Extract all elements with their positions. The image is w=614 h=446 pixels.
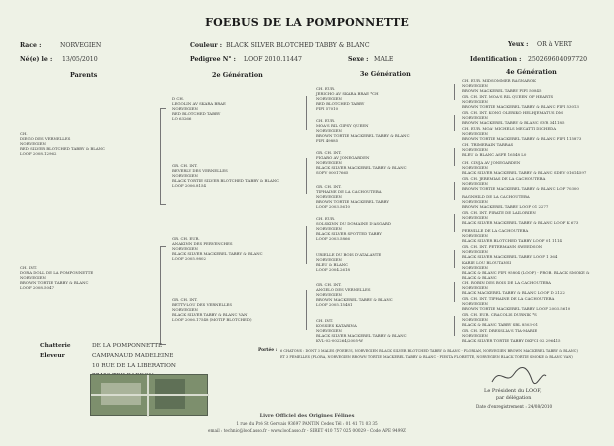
aerial-map-image bbox=[90, 374, 208, 416]
col-gen3: 3e Génération bbox=[360, 70, 411, 78]
gen4-cell: CH. EUR. MOA' MICHELS MECATTI DICHEDA NORVEGIEN BROWN TORTIE MACKEREL TABBY & BLANC FIFI 115873 bbox=[462, 126, 582, 142]
eleveur-name: CAMPANAUD MADELEINE bbox=[92, 353, 174, 359]
bracket-line bbox=[454, 316, 455, 336]
ne-label: Né(e) le : bbox=[20, 56, 53, 63]
president-line2: par délégation bbox=[496, 396, 532, 401]
pedigree-label: Pedigree N° : bbox=[190, 56, 236, 63]
gen3-cell: CH. INT. KOSSIES KATARINA NORVEGIEN BLACK SILVER MACKEREL TABBY & BLANC KVL-02-002264/2005-W bbox=[316, 318, 407, 344]
bracket-line bbox=[306, 290, 307, 330]
gen2-cell: GR. CH. INT. BEVERLY DES VERNELLES NORVEGIEN BLACK TORTIE SILVER BLOTCHED TABBY & BLANC LOOF 2006.8154 bbox=[172, 163, 280, 189]
race-value: NORVEGIEN bbox=[60, 42, 102, 49]
parent-sire: CH. DIEGO DES VERNELLES NORVEGIEN RED SILVER BLOTCHED TABBY & BLANC LOOF 2008.12962 bbox=[20, 131, 106, 157]
col-gen2: 2e Génération bbox=[212, 71, 263, 79]
gen4-cell: KARIE LOU BLOUTANSI NORVEGIEN BLACK & BLANC FIFI 95804 (LOOF) - PROB. BLACK SMOKE & BLACK & BLANC bbox=[462, 260, 590, 281]
gen4-cell: CH. CINJA AV JONEGARDEN NORVEGIEN BLACK SILVER MACKEREL TABBY & BLANC SDEV 01614597 bbox=[462, 160, 587, 176]
portee-text: 6 CHATONS : DONT 3 MALES (FOEBUS, NORVEGIEN BLACK SILVER BLOTCHED TABBY & BLANC - FLORIAN, NORVEGIEN BROWN MACKEREL TABBY & BLANC) ET 3 FEMELLES (FLORA, NORVEGIEN BROWN TORTIE MACKEREL TABBY & BLANC - FIESTA FLORETTE, NORVEGIEN BLACK TORTIE SMOKE & BLANC VAN) bbox=[280, 349, 578, 359]
couleur-label: Couleur : bbox=[190, 42, 223, 49]
gen4-cell: GR. CH. INT. PIRATE DE LAILORIEN NORVEGIEN BLACK SILVER MACKEREL TABBY & BLANC LOOF K 673 bbox=[462, 210, 579, 226]
bracket-line bbox=[160, 108, 161, 204]
org-contact: email : technic@loof.asso.fr - www.loof.asso.fr - SIRET 410 757 025 00029 - Code APE 9499Z bbox=[208, 428, 406, 433]
ne-value: 13/05/2010 bbox=[62, 56, 98, 63]
gen2-cell: GR. CH. EUR. ANAKINN DES PERVENCHES NORVEGIEN BLACK SILVER MACKEREL TABBY & BLANC LOOF 2005.9802 bbox=[172, 236, 263, 262]
gen4-cell: GR. CH. INT. MOA'S RIL QUEEN OF HEARTS NORVEGIEN BROWN TORTIE MACKEREL TABBY & BLANC FIFI 53013 bbox=[462, 94, 579, 110]
gen4-cell: GR. CH. INT. DRESSLIA'S TIA-MARIE NORVEGIEN BLACK SILVER TORTIE TABBY DKFCI 02 296415 bbox=[462, 328, 561, 344]
gen3-cell: GR. CH. INT. ANGELO DES VERNELLES NORVEGIEN BROWN MACKEREL TABBY & BLANC LOOF 2005.15481 bbox=[316, 282, 393, 308]
bracket-line bbox=[454, 214, 455, 232]
registration-date: Date d'enregistrement : 24/08/2010 bbox=[476, 404, 553, 409]
bracket-line bbox=[454, 148, 455, 166]
yeux-value: OR à VERT bbox=[537, 41, 573, 48]
signature-image bbox=[488, 364, 548, 388]
pedigree-value: LOOF 2010.11447 bbox=[244, 56, 302, 63]
chatterie-label: Chatterie bbox=[40, 343, 71, 349]
bracket-line bbox=[454, 282, 455, 302]
gen4-cell: PERNILLE DE LA CACHOUTEBA NORVEGIEN BLACK SILVER BLOTCHED TABBY LOOF 01 1114 bbox=[462, 228, 562, 244]
race-label: Race : bbox=[20, 42, 42, 49]
bracket-line bbox=[306, 96, 307, 130]
sexe-label: Sexe : bbox=[348, 56, 369, 63]
bracket-line bbox=[160, 108, 166, 109]
gen4-cell: CH. ROBIN DES BOIS DE LA CACHOUTEBA NORVEGIEN BLACK MACKEREL TABBY & BLANC LOOF D 2122 bbox=[462, 280, 565, 296]
gen2-cell: D CH. LEGOLIN AV SKARA BRAE NORVEGIEN RED BLOTCHED TABBY LO 63266 bbox=[172, 96, 226, 122]
col-gen4: 4e Génération bbox=[506, 68, 557, 76]
pedigree-title: FOEBUS DE LA POMPONNETTE bbox=[205, 16, 409, 29]
bracket-line bbox=[454, 182, 455, 200]
gen4-cell: CH. TRIMERAIN TARRAS NORVEGIEN BLEU & BLANC ASFE 16548 L0 bbox=[462, 142, 527, 158]
bracket-line bbox=[160, 246, 166, 247]
president-line1: Le Président du LOOF, bbox=[484, 388, 542, 394]
gen4-cell: GR. CH. INT. TIPHAINE DE LA CACHOUTEBA NORVEGIEN BROWN TORTIE MACKEREL TABBY LOOF 2003.5610 bbox=[462, 296, 571, 312]
gen3-cell: URIELLE DU BOIS D'ATALANTE NORVEGIEN BLEU & BLANC LOOF 2004.2618 bbox=[316, 252, 382, 273]
gen4-cell: CH. EUR. MIDSOMMER RAGNAROK NORVEGIEN BROWN MACKEREL TABBY FIFI 50845 bbox=[462, 78, 542, 94]
bracket-line bbox=[454, 115, 455, 131]
gen4-cell: GR. CH. INT. PETERMANN SWEEDSON NORVEGIEN BLACK SILVER MACKEREL TABBY LOOF 1 364 bbox=[462, 244, 558, 260]
bracket-line bbox=[160, 246, 161, 344]
bracket-line bbox=[160, 204, 166, 205]
gen4-cell: RAGNHILD DE LA CACHOUTEBA NORVEGIEN BROWN MACKEREL TABBY LOOF 01 2277 bbox=[462, 194, 549, 210]
bracket-line bbox=[454, 84, 455, 100]
gen3-cell: GR. CH. INT. TIPHAINE DE LA CACHOUTEBA NORVEGIEN BROWN TORTIE MACKEREL TABBY LOOF 2003.5610 bbox=[316, 184, 389, 210]
gen3-cell: GR. CH. INT. FIGARO AV JONEGARDEN NORVEGIEN BLACK SILVER MACKEREL TABBY & BLANC SOFV 00017665 bbox=[316, 150, 407, 176]
parent-dam: CH. INT. DORA DOLL DE LA POMPONNETTE NORVEGIEN BROWN TORTIE TABBY & BLANC LOOF 2008.5047 bbox=[20, 265, 94, 291]
ident-label: Identification : bbox=[470, 56, 522, 63]
bracket-line bbox=[454, 250, 455, 268]
col-parents: Parents bbox=[70, 71, 98, 79]
eleveur-address-line1: 10 RUE DE LA LIBERATION bbox=[92, 363, 176, 369]
chatterie-value: DE LA POMPONNETTE bbox=[92, 343, 163, 349]
ident-value: 250269604097720 bbox=[528, 56, 588, 63]
gen4-cell: GR. CH. INT. KONG OLERIKO HELHJEMATUS DM NORVEGIEN BROWN MACKEREL TABBY & BLANC SVR 341185 bbox=[462, 110, 565, 126]
portee-label: Portée : bbox=[258, 348, 278, 353]
sexe-value: MALE bbox=[374, 56, 394, 63]
couleur-value: BLACK SILVER BLOTCHED TABBY & BLANC bbox=[226, 42, 370, 49]
bracket-line bbox=[306, 226, 307, 264]
gen2-cell: GR. CH. INT. BETTY-LOU DES VERNELLES NORVEGIEN BLACK SILVER TABBY & BLANC VAN LOOF 2006.17548 (MOTIF BLOTCHED) bbox=[172, 297, 252, 323]
eleveur-label: Eleveur bbox=[40, 353, 65, 359]
gen4-cell: GR. CH. EUR. CRACOLIS DURNIK *S NORVEGIEN BLACK & BLANC TABBY SBL 8503-01 bbox=[462, 312, 539, 328]
org-title: Livre Officiel des Origines Félines bbox=[259, 413, 355, 419]
yeux-label: Yeux : bbox=[508, 41, 529, 48]
gen3-cell: CH. EUR. SOLSKINN DU DOMAINE D'ASGARD NORVEGIEN BLACK SILVER SPOTTED TABBY LOOF 2003.5866 bbox=[316, 216, 391, 242]
bracket-line bbox=[306, 158, 307, 194]
gen3-cell: CH. EUR. MOA'S RIL GIPSY QUEEN NORVEGIEN BROWN TORTIE MACKEREL TABBY & BLANC FIFI 49885 bbox=[316, 118, 410, 144]
org-address: 1 rue du Pré St Gervais 93697 PANTIN Cedex Tél : 01 41 71 03 35 bbox=[236, 421, 378, 426]
gen4-cell: GR. CH. JEREMIAS DE LA CACHOUTEBA NORVEGIEN BROWN TORTIE MACKEREL TABBY & BLANC LOF 70300 bbox=[462, 176, 579, 192]
gen3-cell: CH. EUR. JERICHO AV SKARA BRAE *CH NORVEGIEN RED BLOTCHED TABBY FIFI 57010 bbox=[316, 86, 379, 112]
